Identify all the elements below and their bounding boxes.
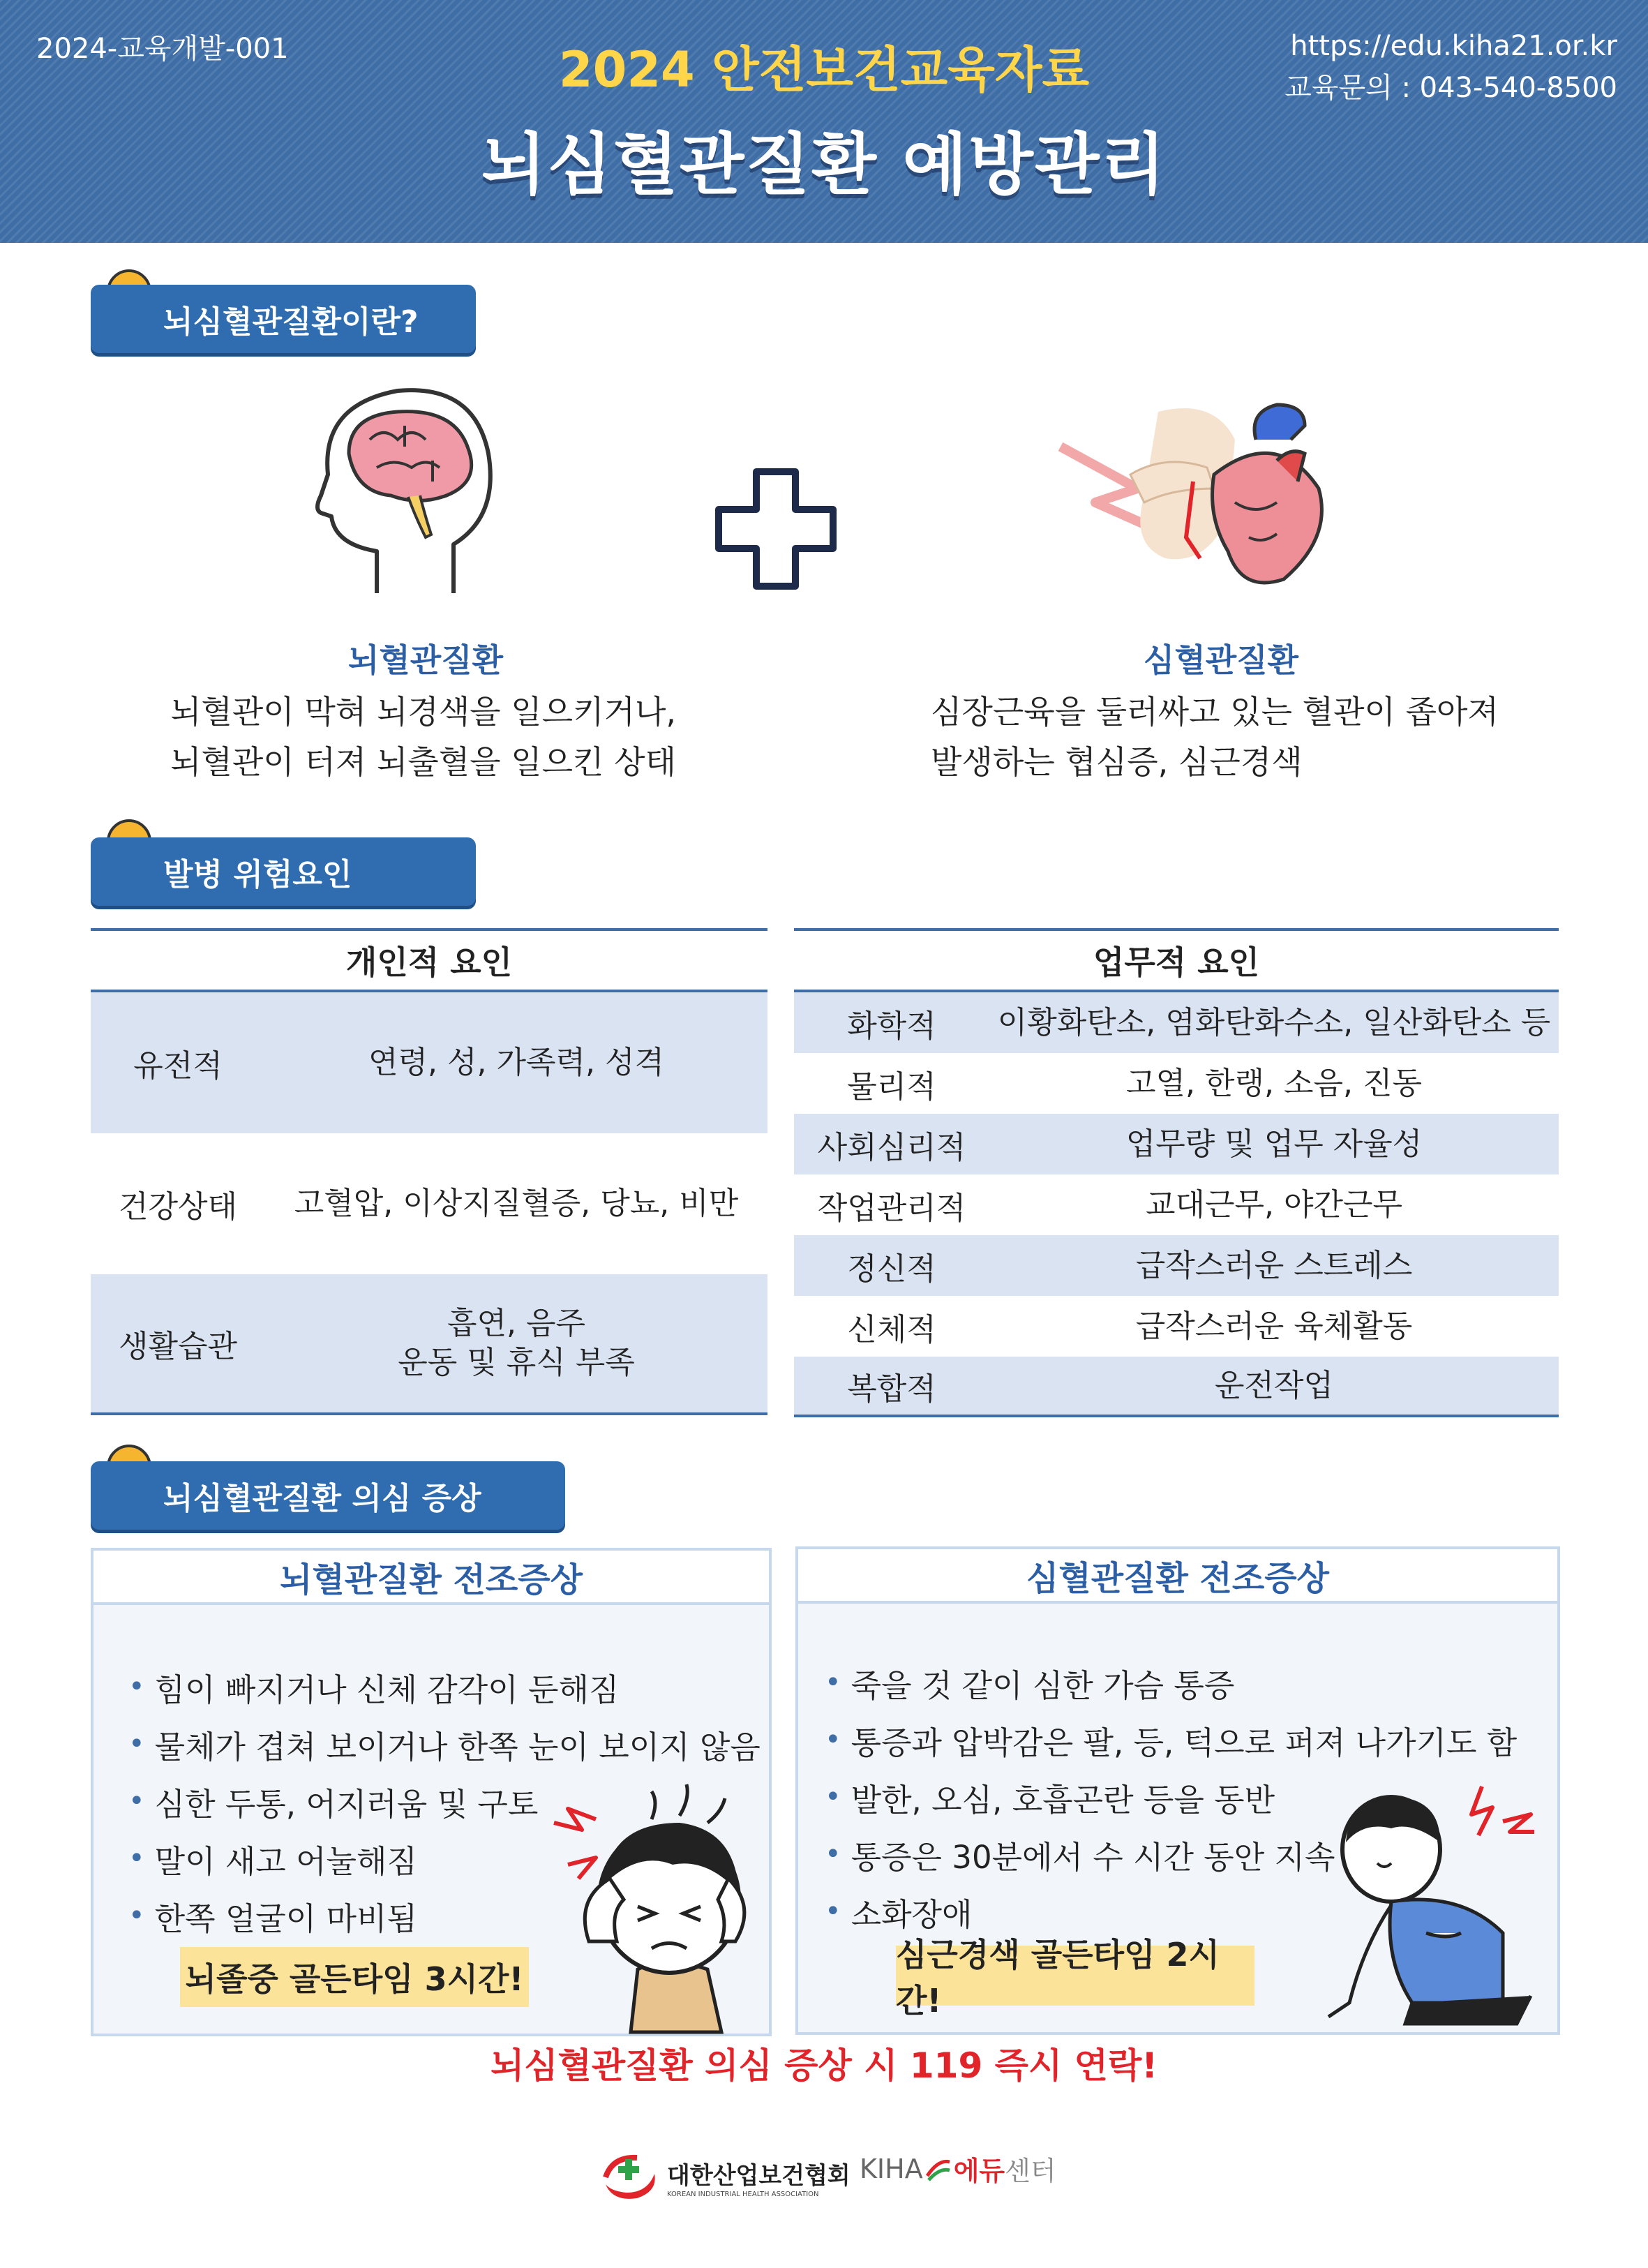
- contact-phone: 교육문의 : 043-540-8500: [1284, 72, 1617, 104]
- list-item: • 힘이 빠지거나 신체 감각이 둔해짐: [128, 1671, 620, 1708]
- header-contact: [1284, 25, 1617, 109]
- list-item: • 통증과 압박감은 팔, 등, 턱으로 퍼져 나가기도 함: [825, 1724, 1518, 1761]
- brain-disease-title: 뇌혈관질환: [347, 641, 504, 679]
- chest-pain-person-illustration: [1321, 1773, 1552, 2031]
- table-header: 업무적 요인: [794, 928, 1559, 992]
- emergency-call-notice: 뇌심혈관질환 의심 증상 시 119 즉시 연락!: [490, 2045, 1158, 2086]
- heart-attack-golden-time: 심근경색 골든타임 2시간!: [896, 1946, 1254, 2006]
- stroke-golden-time: 뇌졸중 골든타임 3시간!: [180, 1947, 529, 2007]
- swoosh-icon: [924, 2155, 952, 2183]
- list-item: • 말이 새고 어눌해짐: [128, 1842, 417, 1880]
- section-heading-symptoms: [91, 1461, 565, 1530]
- table-row: 생활습관 흡연, 음주 운동 및 휴식 부족: [91, 1274, 767, 1415]
- brain-head-illustration: [293, 377, 502, 600]
- section-heading-text: 뇌심혈관질환 의심 증상: [163, 1481, 481, 1516]
- edu-center-label-1: 에듀: [953, 2156, 1005, 2186]
- heart-symptoms-title: 심혈관질환 전조증상: [798, 1549, 1557, 1604]
- header-banner: [0, 0, 1648, 243]
- kiha-association-logo: [599, 2149, 851, 2205]
- plus-icon: [713, 466, 839, 592]
- list-item: • 죽을 것 같이 심한 가슴 통증: [825, 1666, 1235, 1704]
- table-row: 물리적 고열, 한랭, 소음, 진동: [847, 1065, 1422, 1105]
- section-heading-text: 뇌심혈관질환이란?: [163, 304, 419, 340]
- association-name: 대한산업보건협회: [667, 2162, 851, 2190]
- brain-disease-description: 뇌혈관이 막혀 뇌경색을 일으키거나, 뇌혈관이 터져 뇌출혈을 일으킨 상태: [170, 693, 677, 781]
- edu-center-label-2: 센터: [1005, 2156, 1056, 2186]
- heart-disease-title: 심혈관질환: [1143, 641, 1299, 679]
- personal-factors-table: [91, 928, 767, 1415]
- brain-symptoms-title: 뇌혈관질환 전조증상: [93, 1551, 769, 1605]
- heart-chest-pain-illustration: [1054, 398, 1347, 607]
- list-item: • 발한, 오심, 호흡곤란 등을 동반: [825, 1781, 1275, 1819]
- section-heading-intro: [91, 285, 476, 353]
- section-heading-text: 발병 위험요인: [163, 857, 352, 893]
- document-code: 2024-교육개발-001: [36, 33, 289, 65]
- association-emblem-icon: [599, 2149, 661, 2205]
- table-row: 신체적 급작스러운 육체활동: [847, 1308, 1413, 1348]
- section-heading-risk: [91, 837, 476, 906]
- website-link[interactable]: https://edu.kiha21.or.kr: [1290, 30, 1617, 62]
- list-item: • 한쪽 얼굴이 마비됨: [128, 1900, 417, 1937]
- association-name-en: KOREAN INDUSTRIAL HEALTH ASSOCIATION: [667, 2191, 819, 2198]
- list-item: • 소화장애: [825, 1895, 973, 1933]
- table-row: 건강상태 고혈압, 이상지질혈증, 당뇨, 비만: [118, 1186, 739, 1225]
- header-subtitle: 2024 안전보건교육자료: [558, 41, 1090, 98]
- table-row: 사회심리적 업무량 및 업무 자율성: [794, 1114, 1559, 1174]
- kiha-brand-text: KIHA: [860, 2153, 923, 2184]
- kiha-edu-center-logo: [860, 2149, 1056, 2188]
- heart-disease-description: 심장근육을 둘러싸고 있는 혈관이 좁아져 발생하는 협심증, 심근경색: [931, 693, 1499, 781]
- work-factors-table: [794, 928, 1559, 1417]
- heart-symptoms-box: [795, 1546, 1560, 2035]
- brain-symptoms-box: [91, 1548, 772, 2036]
- page-title: 뇌심혈관질환 예방관리: [481, 126, 1167, 204]
- headache-person-illustration: [547, 1781, 777, 2039]
- list-item: • 물체가 겹쳐 보이거나 한쪽 눈이 보이지 않음: [128, 1728, 761, 1766]
- table-row: 정신적 급작스러운 스트레스: [794, 1235, 1559, 1296]
- table-row: 유전적 연령, 성, 가족력, 성격: [91, 992, 767, 1133]
- table-row: 복합적 운전작업: [794, 1357, 1559, 1417]
- list-item: • 심한 두통, 어지러움 및 구토: [128, 1785, 539, 1823]
- list-item: • 통증은 30분에서 수 시간 동안 지속: [825, 1838, 1335, 1876]
- table-row: 작업관리적 교대근무, 야간근무: [817, 1186, 1402, 1226]
- table-row: 화학적 이황화탄소, 염화탄화수소, 일산화탄소 등: [794, 992, 1559, 1053]
- table-header: 개인적 요인: [91, 928, 767, 992]
